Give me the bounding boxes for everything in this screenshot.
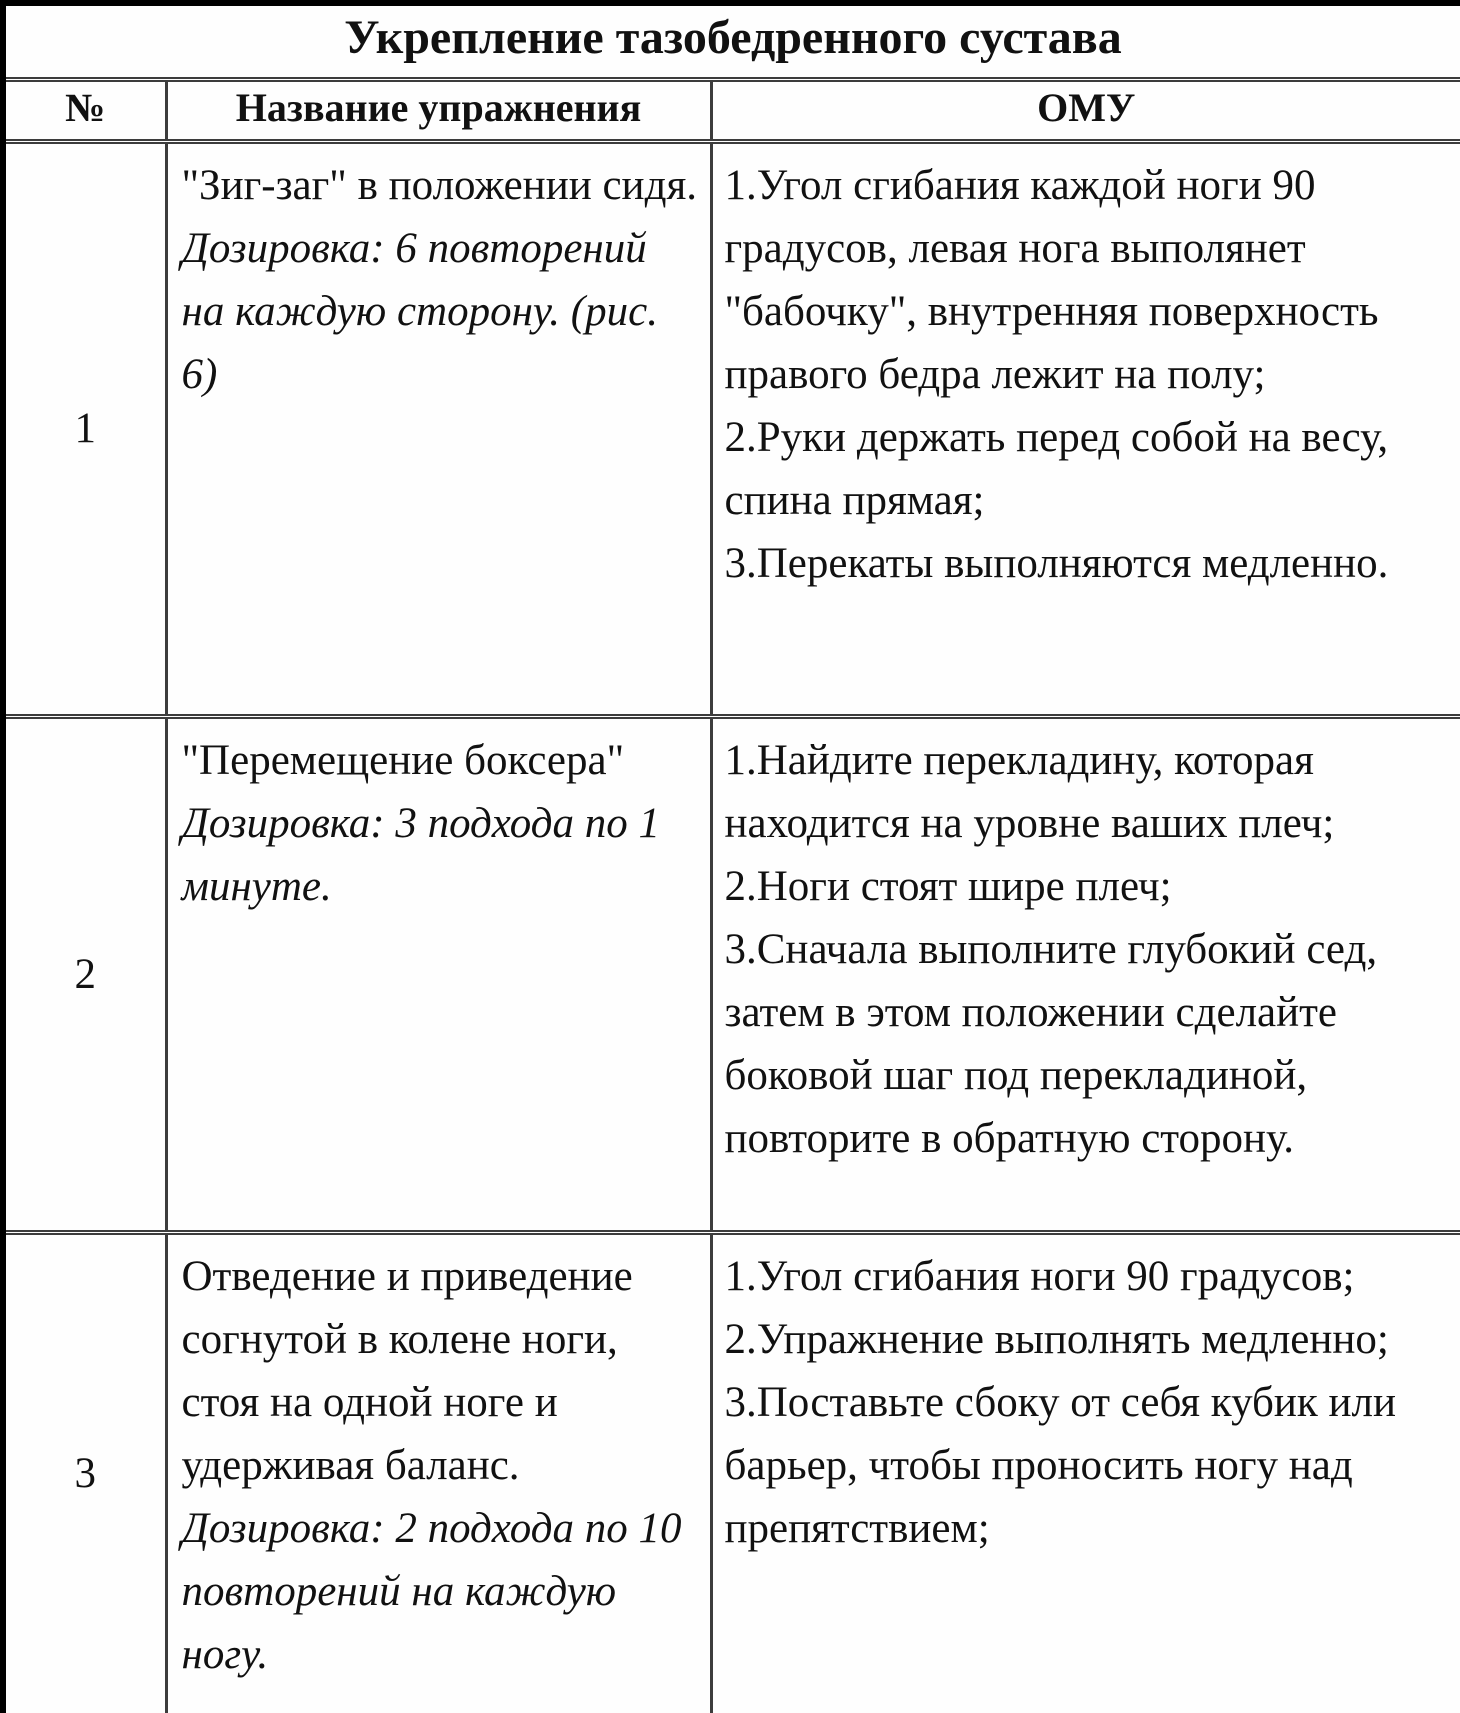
table-row-1 xyxy=(3,141,1460,716)
row-number: 2 xyxy=(3,716,166,1232)
exercise-name: "Зиг-заг" в положении сидя. xyxy=(181,161,697,209)
omu-item: 2.Ноги стоят шире плеч; xyxy=(724,862,1172,910)
dosage-note: Дозировка: 2 подхода по 10 повторений на каждую ногу. xyxy=(181,1504,682,1678)
table-row-2 xyxy=(3,716,1460,1232)
omu-item: 1.Угол сгибания каждой ноги 90 градусов, левая нога выполянет "бабочку", внутренняя поверхность правого бедра лежит на полу; xyxy=(724,161,1379,398)
omu-cell xyxy=(711,716,1460,1232)
omu-item: 2.Упражнение выполнять медленно; xyxy=(724,1315,1389,1363)
row-number: 1 xyxy=(3,141,166,716)
exercise-name: "Перемещение боксера" xyxy=(181,736,625,784)
dosage-note: Дозировка: 6 повторений на каждую сторону. (рис. 6) xyxy=(181,224,658,398)
dosage-note: Дозировка: 3 подхода по 1 минуте. xyxy=(181,799,660,910)
table-header-row xyxy=(3,79,1460,141)
omu-item: 3.Сначала выполните глубокий сед, затем в этом положении сделайте боковой шаг под перекладиной, повторите в обратную сторону. xyxy=(724,925,1378,1162)
col-header-num: № xyxy=(3,79,166,141)
exercise-name-cell xyxy=(166,1232,711,1713)
omu-cell xyxy=(711,141,1460,716)
table-title: Укрепление тазобедренного сустава xyxy=(3,3,1460,79)
col-header-omu: ОМУ xyxy=(711,79,1460,141)
omu-cell xyxy=(711,1232,1460,1713)
row-number: 3 xyxy=(3,1232,166,1713)
col-header-name: Название упражнения xyxy=(166,79,711,141)
omu-item: 3.Поставьте сбоку от себя кубик или барьер, чтобы проносить ногу над препятствием; xyxy=(724,1378,1397,1552)
exercise-name-cell xyxy=(166,716,711,1232)
table-row-3 xyxy=(3,1232,1460,1713)
table-title-row xyxy=(3,3,1460,79)
exercise-name: Отведение и приведение согнутой в колене ноги, стоя на одной ноге и удерживая баланс. xyxy=(181,1252,633,1489)
omu-item: 2.Руки держать перед собой на весу, спина прямая; xyxy=(724,413,1389,524)
omu-item: 1.Угол сгибания ноги 90 градусов; xyxy=(724,1252,1355,1300)
omu-item: 3.Перекаты выполняются медленно. xyxy=(724,539,1389,587)
omu-item: 1.Найдите перекладину, которая находится на уровне ваших плеч; xyxy=(724,736,1335,847)
exercise-name-cell xyxy=(166,141,711,716)
